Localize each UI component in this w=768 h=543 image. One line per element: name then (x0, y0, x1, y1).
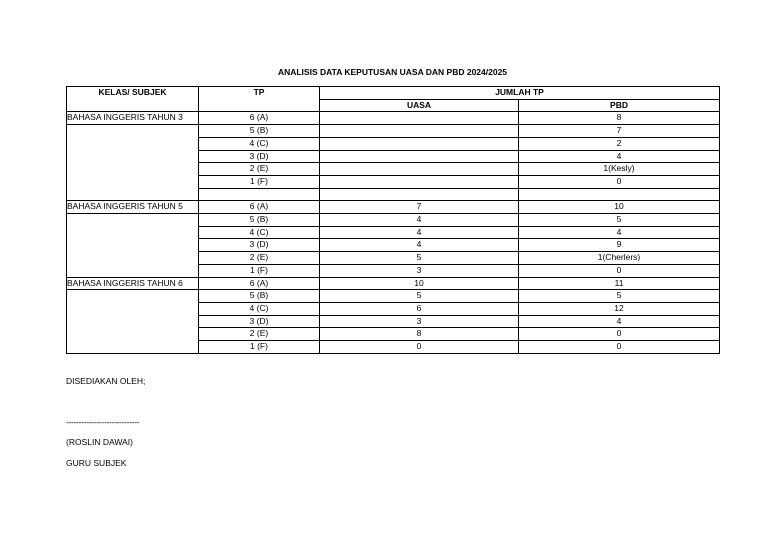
pbd-cell: 4 (519, 315, 720, 328)
uasa-cell: 4 (320, 239, 519, 252)
table-row (67, 239, 720, 252)
pbd-cell: 11 (519, 277, 720, 290)
table-row (67, 252, 720, 265)
pbd-cell: 1(Kesly) (519, 163, 720, 176)
kelas-subjek-cell-empty (67, 214, 199, 227)
pbd-cell: 4 (519, 150, 720, 163)
results-table (66, 86, 720, 354)
table-row (67, 264, 720, 277)
uasa-cell (320, 175, 519, 188)
kelas-subjek-cell-empty (67, 175, 199, 188)
table-row (67, 163, 720, 176)
pbd-cell: 2 (519, 137, 720, 150)
header-kelas: KELAS/ SUBJEK (67, 87, 199, 112)
kelas-subjek-cell-empty (67, 150, 199, 163)
kelas-subjek-cell-empty (67, 163, 199, 176)
teacher-role: GURU SUBJEK (66, 458, 127, 468)
kelas-subjek-cell: BAHASA INGGERIS TAHUN 6 (67, 277, 199, 290)
uasa-cell (320, 188, 519, 201)
table-row (67, 315, 720, 328)
prepared-by-label: DISEDIAKAN OLEH; (66, 376, 146, 386)
uasa-cell (320, 112, 519, 125)
uasa-cell: 6 (320, 302, 519, 315)
pbd-cell: 9 (519, 239, 720, 252)
pbd-cell: 0 (519, 341, 720, 354)
tp-cell: 1 (F) (199, 264, 320, 277)
header-jumlah-tp: JUMLAH TP (320, 87, 720, 100)
kelas-subjek-cell-empty (67, 290, 199, 303)
uasa-cell: 4 (320, 214, 519, 227)
pbd-cell: 0 (519, 264, 720, 277)
kelas-subjek-cell: BAHASA INGGERIS TAHUN 3 (67, 112, 199, 125)
header-uasa: UASA (320, 99, 519, 112)
teacher-name: (ROSLIN DAWAI) (66, 437, 133, 447)
tp-cell: 3 (D) (199, 315, 320, 328)
tp-cell: 5 (B) (199, 214, 320, 227)
kelas-subjek-cell-empty (67, 302, 199, 315)
tp-cell: 2 (E) (199, 163, 320, 176)
table-row (67, 188, 720, 201)
uasa-cell: 5 (320, 252, 519, 265)
table-row (67, 328, 720, 341)
tp-cell: 1 (F) (199, 341, 320, 354)
tp-cell: 5 (B) (199, 125, 320, 138)
table-row (67, 201, 720, 214)
pbd-cell: 7 (519, 125, 720, 138)
uasa-cell (320, 125, 519, 138)
uasa-cell (320, 150, 519, 163)
tp-cell: 5 (B) (199, 290, 320, 303)
uasa-cell: 4 (320, 226, 519, 239)
uasa-cell: 5 (320, 290, 519, 303)
header-tp: TP (199, 87, 320, 112)
tp-cell: 4 (C) (199, 137, 320, 150)
table-row (67, 150, 720, 163)
table-row (67, 290, 720, 303)
uasa-cell: 3 (320, 264, 519, 277)
table-row (67, 226, 720, 239)
tp-cell: 6 (A) (199, 112, 320, 125)
uasa-cell: 7 (320, 201, 519, 214)
kelas-subjek-cell-empty (67, 315, 199, 328)
kelas-subjek-cell-empty (67, 264, 199, 277)
tp-cell: 3 (D) (199, 239, 320, 252)
table-row (67, 137, 720, 150)
pbd-cell: 5 (519, 290, 720, 303)
table-row (67, 277, 720, 290)
pbd-cell: 10 (519, 201, 720, 214)
uasa-cell: 10 (320, 277, 519, 290)
tp-cell: 2 (E) (199, 328, 320, 341)
pbd-cell (519, 188, 720, 201)
uasa-cell (320, 163, 519, 176)
table-body (67, 112, 720, 353)
kelas-subjek-cell-empty (67, 239, 199, 252)
table-row (67, 175, 720, 188)
kelas-subjek-cell-empty (67, 226, 199, 239)
tp-cell: 3 (D) (199, 150, 320, 163)
tp-cell: 6 (A) (199, 277, 320, 290)
table-row (67, 125, 720, 138)
kelas-subjek-cell-empty (67, 252, 199, 265)
uasa-cell: 3 (320, 315, 519, 328)
header-row (67, 87, 720, 100)
pbd-cell: 1(Cherlers) (519, 252, 720, 265)
kelas-subjek-cell-empty (67, 188, 199, 201)
tp-cell: 6 (A) (199, 201, 320, 214)
table-row (67, 341, 720, 354)
tp-cell (199, 188, 320, 201)
pbd-cell: 4 (519, 226, 720, 239)
pbd-cell: 8 (519, 112, 720, 125)
pbd-cell: 5 (519, 214, 720, 227)
tp-cell: 2 (E) (199, 252, 320, 265)
tp-cell: 1 (F) (199, 175, 320, 188)
kelas-subjek-cell-empty (67, 125, 199, 138)
uasa-cell (320, 137, 519, 150)
table-row (67, 112, 720, 125)
pbd-cell: 0 (519, 328, 720, 341)
kelas-subjek-cell-empty (67, 341, 199, 354)
kelas-subjek-cell-empty (67, 328, 199, 341)
uasa-cell: 8 (320, 328, 519, 341)
pbd-cell: 0 (519, 175, 720, 188)
pbd-cell: 12 (519, 302, 720, 315)
kelas-subjek-cell-empty (67, 137, 199, 150)
header-pbd: PBD (519, 99, 720, 112)
kelas-subjek-cell: BAHASA INGGERIS TAHUN 5 (67, 201, 199, 214)
uasa-cell: 0 (320, 341, 519, 354)
signature-line: ----------------------------- (66, 417, 140, 427)
table-row (67, 302, 720, 315)
table-row (67, 214, 720, 227)
tp-cell: 4 (C) (199, 226, 320, 239)
tp-cell: 4 (C) (199, 302, 320, 315)
document-title: ANALISIS DATA KEPUTUSAN UASA DAN PBD 2024/2025 (277, 67, 508, 77)
